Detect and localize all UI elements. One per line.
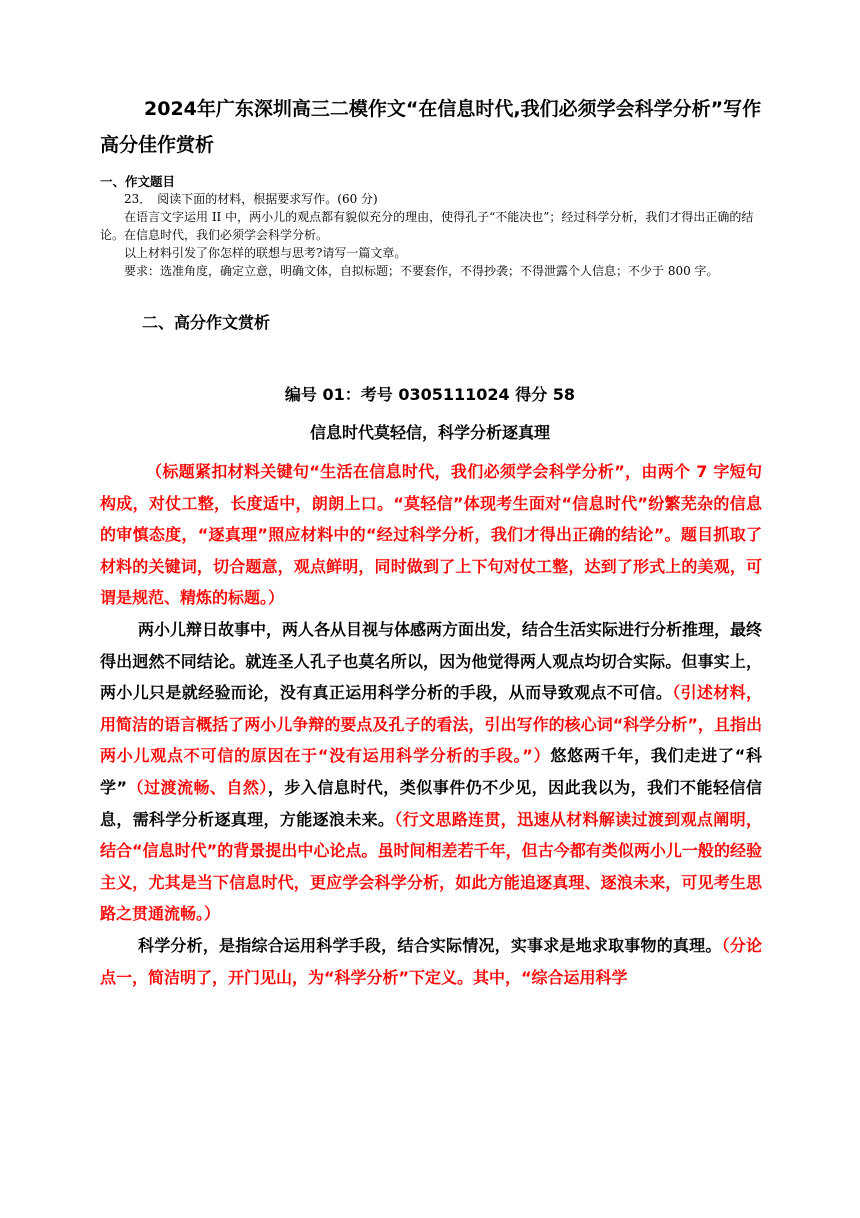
paragraph-1-text-b: 悠悠两千年，我们走进了“科学” xyxy=(100,746,762,797)
paragraph-2-comment-1: （分论点一，简洁明了，开门见山，为“科学分析”下定义。其中，“综合运用科学 xyxy=(100,935,762,987)
paragraph-1-text-c: ，步入信息时代，类似事件仍不少见，因此我以为，我们不能轻信信息，需科学分析逐真理，方能逐浪未来。 xyxy=(100,777,762,829)
paragraph-1-text-a: 两小儿辩日故事中，两人各从目视与体感两方面出发，结合生活实际进行分析推理，最终得出迥然不同结论。就连圣人孔子也莫名所以，因为他觉得两人观点均切合实际。但事实上，两小儿只是就经验而论，没有真正运用科学分析的手段，从而导致观点不可信。 xyxy=(100,619,763,703)
essay-paragraph-1 xyxy=(100,614,762,930)
prompt-block xyxy=(100,190,760,280)
essay-title: 信息时代莫轻信，科学分析逐真理 xyxy=(309,423,550,442)
paragraph-2-text-a: 科学分析，是指综合运用科学手段，结合实际情况，实事求是地求取事物的真理。 xyxy=(138,935,722,955)
title-comment: （标题紧扣材料关键句“生活在信息时代，我们必须学会科学分析”，由两个 7 字短句构成，对仗工整，长度适中，朗朗上口。“莫轻信”体现考生面对“信息时代”纷繁芜杂的信息的审慎态度，“逐真理”照应材料中的“经过科学分析，我们才得出正确的结论”。题目抓取了材料的关键词，切合题意，观点鲜明，同时做到了上下句对仗工整，达到了形式上的美观，可谓是规范、精炼的标题。） xyxy=(100,462,762,608)
paragraph-1-comment-3: （行文思路连贯，迅速从材料解读过渡到观点阐明，结合“信息时代”的背景提出中心论点。虽时间相差若千年，但古今都有类似两小儿一般的经验主义，尤其是当下信息时代，更应学会科学分析，如此方能追逐真理、逐浪未来，可见考生思路之贯通流畅。） xyxy=(100,809,762,924)
paragraph-1-comment-1: （引述材料，用简洁的语言概括了两小儿争辩的要点及孔子的看法，引出写作的核心词“科学分析”，且指出两小儿观点不可信的原因在于“没有运用科学分析的手段。”） xyxy=(100,683,762,766)
essay-body xyxy=(100,456,762,993)
section2-heading: 二、高分作文赏析 xyxy=(142,313,271,332)
prompt-line-requirements: 要求：选准角度，确定立意，明确文体，自拟标题；不要套作，不得抄袭；不得泄露个人信息；不少于 800 字。 xyxy=(124,264,719,278)
section1-heading: 一、作文题目 xyxy=(100,174,176,189)
essay-meta: 编号 01：考号 0305111024 得分 58 xyxy=(284,385,576,404)
prompt-line-material: 在语言文字运用 II 中，两小儿的观点都有貌似充分的理由，使得孔子“不能决也”；经过科学分析，我们才得出正确的结论。在信息时代，我们必须学会科学分析。 xyxy=(100,210,754,242)
paragraph-1-comment-2: （过渡流畅、自然） xyxy=(127,777,268,797)
prompt-line-instruction: 以上材料引发了你怎样的联想与思考?请写一篇文章。 xyxy=(124,246,407,260)
document-title: 2024年广东深圳高三二模作文“在信息时代,我们必须学会科学分析”写作高分佳作赏析 xyxy=(100,98,762,156)
essay-paragraph-2 xyxy=(100,930,762,993)
prompt-line-question: 23． 阅读下面的材料，根据要求写作。(60 分) xyxy=(124,192,378,206)
